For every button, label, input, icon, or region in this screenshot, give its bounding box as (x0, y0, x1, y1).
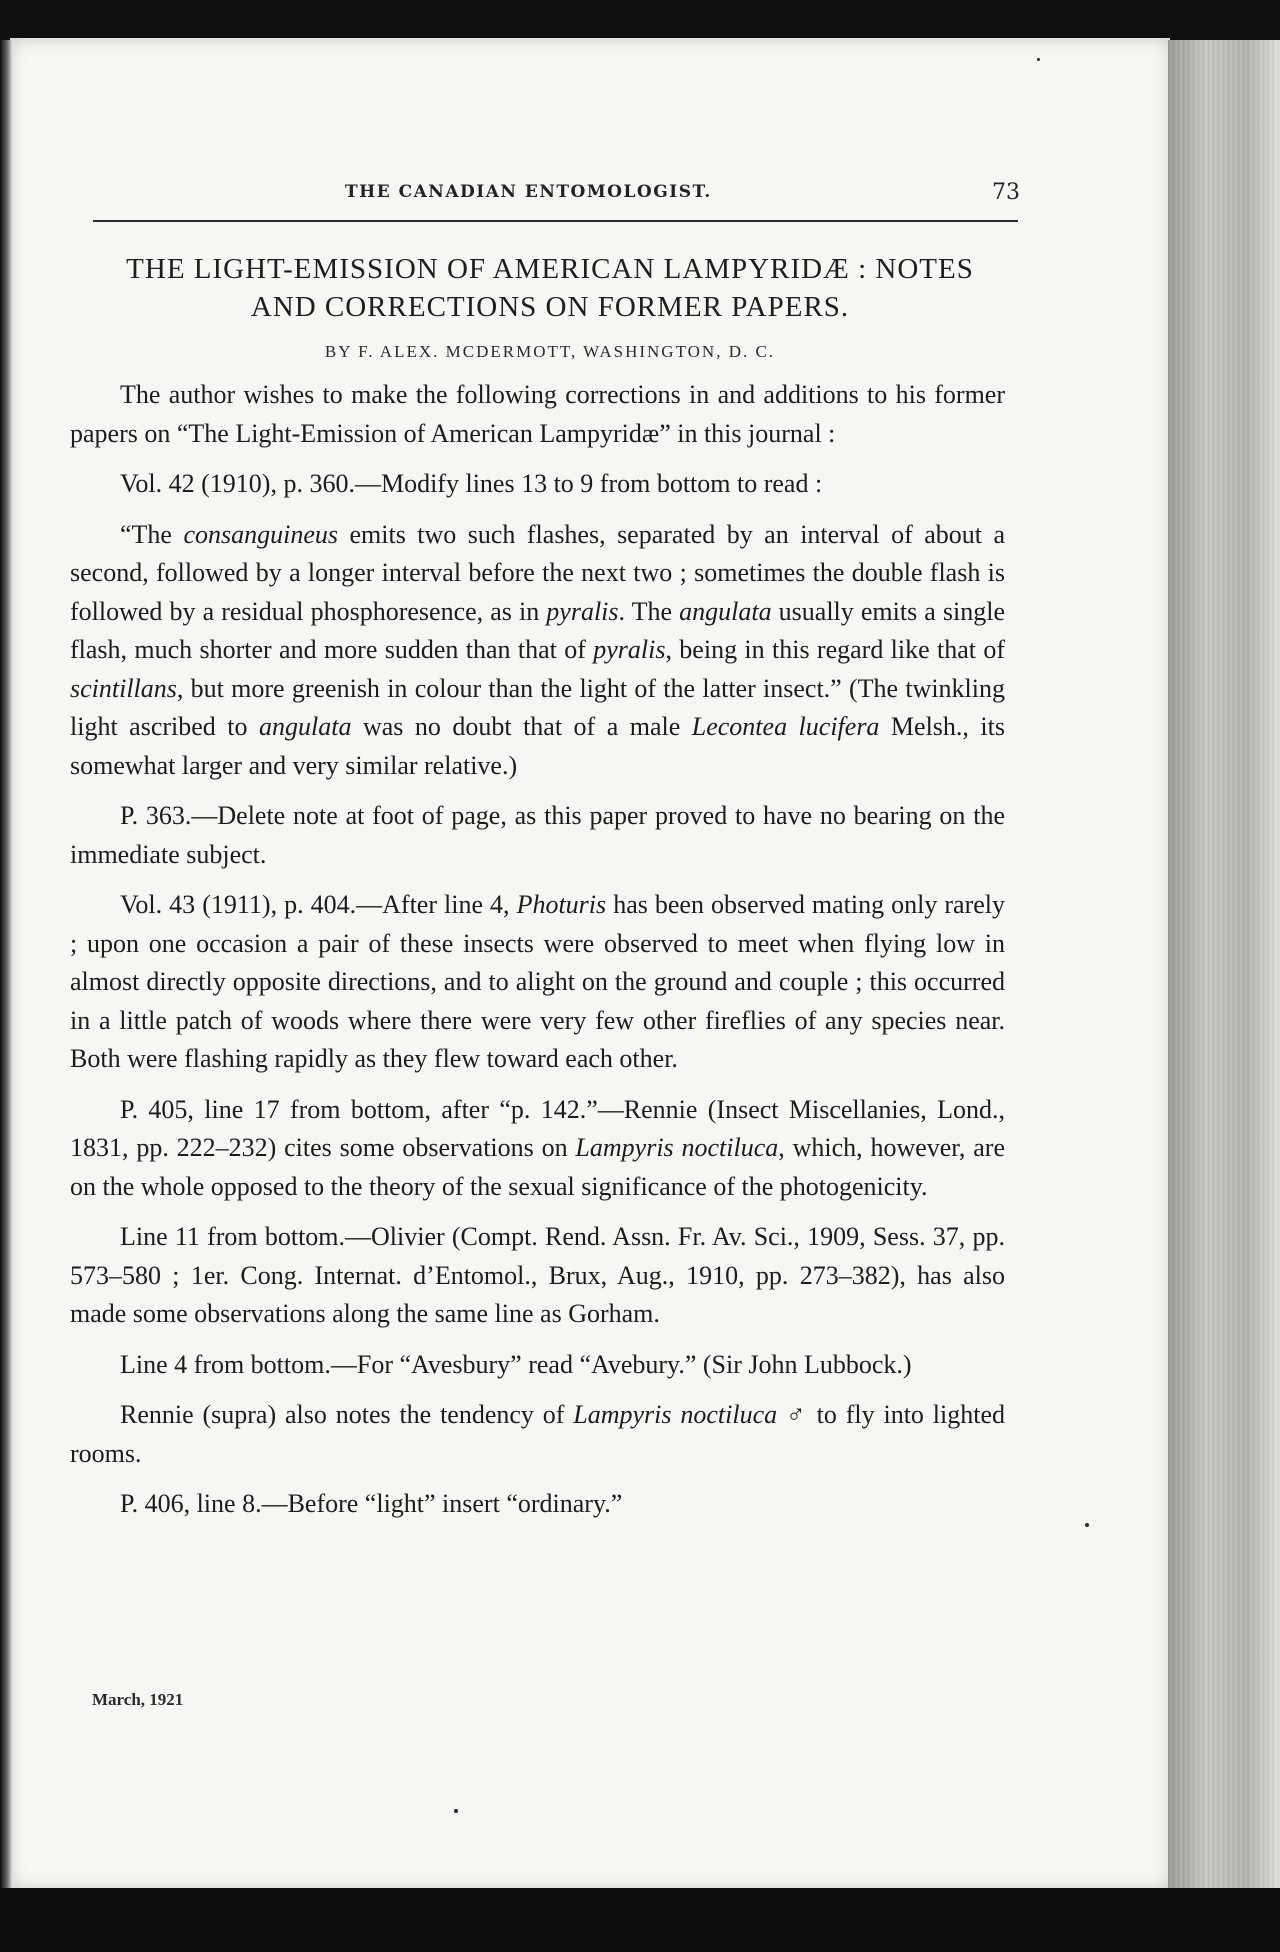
italic-taxon-name: Lampyris noctiluca (575, 1133, 779, 1162)
scan-top-border (0, 0, 1280, 42)
body-paragraph (70, 376, 1005, 453)
italic-taxon-name: scintillans (70, 673, 177, 703)
paragraph-text: The author wishes to make the following corrections in and additions to his former papers on “The Light-Emission of American Lampyridæ” in this journal : (70, 380, 1005, 448)
body-paragraph (70, 1218, 1005, 1334)
body-paragraph (70, 1091, 1005, 1207)
paragraph-text: , but more greenish in colour than the light of the latter insect.” (The twinkling light ascribed to (70, 673, 1005, 741)
paragraph-text: . The (618, 596, 680, 626)
paragraph-text: Rennie (supra) also notes the tendency of (120, 1400, 574, 1429)
scan-speck (1085, 1523, 1089, 1527)
paragraph-text: Melsh., its somewhat larger and very similar relative.) (70, 712, 1005, 780)
body-paragraph (70, 516, 1005, 786)
body-paragraph (70, 886, 1005, 1079)
article-title-line-1: THE LIGHT-EMISSION OF AMERICAN LAMPYRIDÆ : NOTES (126, 253, 974, 285)
scan-speck (1037, 58, 1040, 61)
scan-bottom-border (0, 1888, 1280, 1952)
paragraph-text: “The (120, 519, 184, 549)
body-paragraph (70, 1346, 1005, 1385)
issue-date: March, 1921 (92, 1690, 184, 1709)
paragraph-text: usually emits a single flash, much shorter and more sudden than that of (70, 596, 1006, 664)
paragraph-text: Line 11 from bottom.—Olivier (Compt. Rend. Assn. Fr. Av. Sci., 1909, Sess. 37, pp. 573–580 ; 1er. Cong. Internat. d’Entomol., Brux, Aug., 1910, pp. 273–382), has also made some observations along the same line as Gorham. (70, 1222, 1005, 1328)
body-paragraph (70, 1396, 1005, 1473)
paragraph-text: Vol. 42 (1910), p. 360.—Modify lines 13 to 9 from bottom to read : (120, 469, 823, 498)
paragraph-text: has been observed mating only rarely ; upon one occasion a pair of these insects were observed to meet when flying low in almost directly opposite directions, and to alight on the ground and couple ; this occurred in a little patch of woods where there were very few other fireflies of any species near. Both were flashing rapidly as they flew toward each other. (70, 890, 1006, 1073)
scan-speck (454, 1809, 458, 1813)
paragraph-text: P. 363.—Delete note at foot of page, as this paper proved to have no bearing on the immediate subject. (70, 801, 1005, 869)
article-title (80, 250, 1020, 326)
paragraph-text: ♂ to fly into lighted rooms. (70, 1400, 1005, 1468)
article-body (70, 376, 1005, 1526)
article-title-line-2: AND CORRECTIONS ON FORMER PAPERS. (250, 291, 850, 323)
italic-taxon-name: pyralis (593, 635, 666, 664)
paragraph-text: , which, however, are on the whole opposed to the theory of the sexual significance of the photogenicity. (70, 1133, 1005, 1201)
author-byline: BY F. ALEX. MCDERMOTT, WASHINGTON, D. C. (324, 342, 776, 361)
page-number: 73 (992, 180, 1020, 205)
body-paragraph (70, 797, 1005, 874)
body-paragraph (70, 465, 1005, 504)
paragraph-text: P. 406, line 8.—Before “light” insert “ordinary.” (120, 1489, 623, 1518)
paragraph-text: , being in this regard like that of (665, 635, 1006, 664)
paragraph-text: Line 4 from bottom.—For “Avesbury” read “Avebury.” (Sir John Lubbock.) (120, 1349, 912, 1379)
paragraph-text: was no doubt that of a male (351, 712, 692, 741)
italic-taxon-name: Lecontea lucifera (691, 712, 880, 741)
book-page-edges (1168, 40, 1280, 1890)
italic-taxon-name: angulata (679, 596, 772, 626)
italic-taxon-name: angulata (259, 712, 352, 741)
italic-taxon-name: consanguineus (183, 519, 338, 549)
scan-left-edge (0, 40, 12, 1890)
paragraph-text: Vol. 43 (1911), p. 404.—After line 4, (120, 890, 517, 919)
running-head (100, 178, 1020, 210)
paragraph-text: emits two such flashes, separated by an interval of about a second, followed by a longer interval before the next two ; sometimes the double flash is followed by a residual phosphoresence, as in (70, 519, 1005, 626)
header-rule (93, 220, 1018, 222)
journal-name: THE CANADIAN ENTOMOLOGIST. (345, 182, 712, 202)
body-paragraph (70, 1485, 1005, 1524)
italic-taxon-name: pyralis (546, 596, 619, 626)
italic-taxon-name: Lampyris noctiluca (573, 1400, 778, 1429)
italic-taxon-name: Photuris (516, 890, 607, 919)
paragraph-text: P. 405, line 17 from bottom, after “p. 142.”—Rennie (Insect Miscellanies, Lond., 1831, pp. 222–232) cites some observations on (70, 1094, 1005, 1162)
